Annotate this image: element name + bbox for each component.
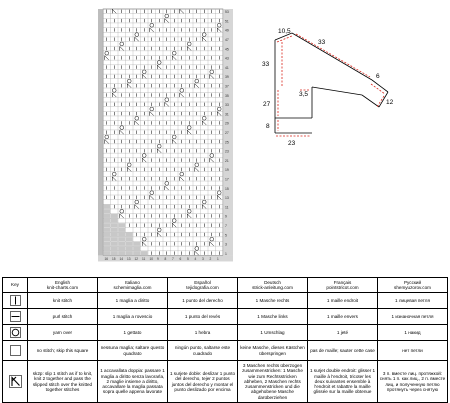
- chart-row-number: 33: [225, 103, 229, 108]
- legend-cell: 1 hebra: [168, 325, 238, 341]
- chart-row-number: 27: [225, 130, 229, 135]
- legend-cell: 1 Masche rechts: [238, 293, 308, 309]
- legend-cell: 1 surjete doble: deslizar 1 punto del derecho, tejer 2 puntos juntos del derecho y montar el punto deslizado por encima: [168, 361, 238, 403]
- chart-row-number: 11: [225, 205, 229, 210]
- legend-cell: keine Masche, dieses Kästchen überspringen: [238, 341, 308, 361]
- dim-neck: [277, 36, 292, 42]
- dim-label-rib: 8: [266, 123, 270, 130]
- legend-cell: 1 maglia a rovescio: [98, 309, 168, 325]
- dim-label-neck: 10,5: [278, 28, 291, 35]
- legend-cell: pas de maille; sauter cette case: [308, 341, 378, 361]
- dim-label-top: 33: [318, 39, 326, 46]
- legend-cell: нет петли: [378, 341, 448, 361]
- legend-cell: knit stitch: [28, 293, 98, 309]
- legend-cell: 1 punto del revés: [168, 309, 238, 325]
- chart-column-number: 14: [119, 256, 124, 261]
- chart-row-number: 5: [225, 233, 227, 238]
- legend-cell: 1 Masche links: [238, 309, 308, 325]
- stitch-legend-table: [2, 277, 448, 403]
- chart-row-number: 35: [225, 93, 229, 98]
- legend-cell: 1 maille envers: [308, 309, 378, 325]
- legend-cell: 1 surjet double endroit: glisser 1 maille à l'endroit, tricoter les deux suivantes ensemble à l'endroit et rabattre la maille glissée sur la maille obtenue: [308, 361, 378, 403]
- chart-column-number: 9: [157, 256, 159, 261]
- legend-header-row: [3, 278, 448, 293]
- chart-column-number: 2: [209, 256, 212, 261]
- legend-cell: 1 maglia a diritto: [98, 293, 168, 309]
- legend-cell: 1 изнаночная петля: [378, 309, 448, 325]
- chart-row-number: 43: [225, 56, 229, 61]
- schematic-top-edge: [292, 33, 372, 80]
- purl-stitch-icon: [10, 311, 21, 322]
- chart-column-number: 7: [172, 256, 174, 261]
- chart-row-number: 19: [225, 168, 229, 173]
- chart-column-number: 11: [142, 256, 146, 261]
- legend-header-espanol: Español tejidografia.com: [168, 278, 238, 293]
- dim-label-armhole: 33: [262, 61, 270, 68]
- dim-label-side: 27: [263, 101, 271, 108]
- chart-row-number: 17: [225, 177, 229, 182]
- legend-row-no-stitch: [3, 341, 448, 361]
- chart-column-number: 10: [149, 256, 154, 261]
- legend-cell: 3 п. вместе лиц. протяжкой: снять 1 п. как лиц., 2 п. вместе лиц. и полученную петлю протянуть через снятую: [378, 361, 448, 403]
- legend-cell: 1 accavallata doppia: passare 1 maglia a diritto senza lavorarla, 2 maglie insieme a diritto, accavallare la maglia passata sopra quelle appena lavorate: [98, 361, 168, 403]
- chart-row-number: 37: [225, 84, 229, 89]
- chart-row-number: 51: [225, 19, 229, 24]
- chart-column-number: 4: [194, 256, 197, 261]
- legend-cell: 1 punto del derecho: [168, 293, 238, 309]
- dim-label-step: 3,5: [299, 91, 309, 98]
- legend-header-russian: Русский shemyuzorov.com: [378, 278, 448, 293]
- legend-row-yarn-over: [3, 325, 448, 341]
- chart-row-number: 3: [225, 242, 227, 247]
- legend-cell: purl stitch: [28, 309, 98, 325]
- chart-row-number: 47: [225, 37, 229, 42]
- dim-label-cuff: 6: [376, 73, 380, 80]
- schematic-cuff-bottom: [362, 95, 379, 107]
- legend-cell: sk2p: slip 1 stitch as if to knit, knit 2 together and pass the slipped stitch over the knitted together stitches: [28, 361, 98, 403]
- chart-row-number: 15: [225, 186, 229, 191]
- chart-row-number: 9: [225, 214, 227, 219]
- knit-stitch-icon: [10, 295, 21, 306]
- dim-label-width: 23: [288, 140, 296, 147]
- chart-column-number: 8: [164, 256, 167, 261]
- legend-cell: 3 Maschen rechts überzogen zusammenstricken: 1 Masche wie zum Rechtsstricken abheben, 2 Maschen rechts zusammenstricken und die abgehobene Masche darüberziehen: [238, 361, 308, 403]
- dim-sleeve-top: [296, 34, 370, 77]
- chart-row-number: 31: [225, 112, 229, 117]
- legend-cell: yarn over: [28, 325, 98, 341]
- chart-column-number: 6: [179, 256, 182, 261]
- legend-header-deutsch: Deutsch strick-anleitung.com: [238, 278, 308, 293]
- chart-row-number: 45: [225, 47, 229, 52]
- legend-row-purl: [3, 309, 448, 325]
- legend-cell: 1 jeté: [308, 325, 378, 341]
- chart-row-number: 7: [225, 223, 227, 228]
- chart-column-number: 3: [202, 256, 204, 261]
- chart-row-number: 49: [225, 28, 229, 33]
- chart-row-number: 21: [225, 158, 229, 163]
- legend-cell: ningún punto, saltarse este cuadrado: [168, 341, 238, 361]
- chart-row-number: 25: [225, 140, 229, 145]
- chart-row-number: 23: [225, 149, 229, 154]
- chart-row-number: 39: [225, 75, 229, 80]
- schematic-underarm-edge: [312, 87, 362, 95]
- legend-row-decrease: [3, 361, 448, 403]
- chart-column-number: 13: [127, 256, 131, 261]
- legend-header-english: English knit-charts.com: [28, 278, 98, 293]
- legend-cell: 1 накид: [378, 325, 448, 341]
- chart-row-number: 53: [225, 10, 229, 15]
- legend-header-italiano: Italiano schemimaglia.com: [98, 278, 168, 293]
- chart-row-number: 1: [225, 251, 227, 256]
- legend-key-header: Key: [3, 278, 28, 293]
- legend-cell: 1 maille endroit: [308, 293, 378, 309]
- legend-cell: no stitch; skip this square: [28, 341, 98, 361]
- legend-header-francais: Français pointstricot.com: [308, 278, 378, 293]
- chart-column-number: 16: [104, 256, 109, 261]
- legend-cell: 1 лицевая петля: [378, 293, 448, 309]
- chart-column-number: 12: [134, 256, 139, 261]
- yarn-over-icon: [10, 327, 21, 338]
- decrease-icon: [9, 375, 22, 388]
- dim-cuff-width: [377, 96, 384, 107]
- chart-row-number: 29: [225, 121, 229, 126]
- legend-cell: nessuna maglia; saltare questo quadrato: [98, 341, 168, 361]
- chart-row-number: 13: [225, 196, 229, 201]
- dim-cuff: [371, 84, 385, 94]
- legend-cell: 1 Umschlag: [238, 325, 308, 341]
- chart-row-number: 41: [225, 65, 229, 70]
- dim-label-cuff-width: 12: [386, 99, 394, 106]
- chart-column-number: 5: [187, 256, 189, 261]
- legend-cell: 1 gettato: [98, 325, 168, 341]
- chart-column-number: 1: [217, 256, 219, 261]
- chart-column-number: 15: [112, 256, 116, 261]
- no-stitch-icon: [10, 345, 21, 356]
- legend-row-knit: [3, 293, 448, 309]
